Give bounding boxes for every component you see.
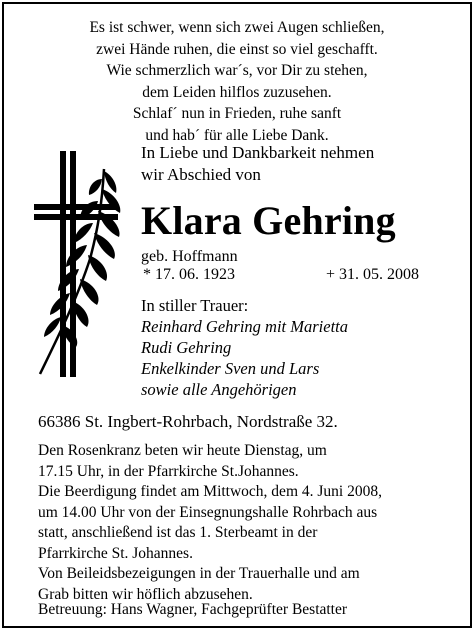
undertaker-credit: Betreuung: Hans Wagner, Fachgeprüfter Bestatter	[38, 601, 348, 618]
intro-line: In Liebe und Dankbarkeit nehmen	[141, 143, 375, 162]
details-line: Grab bitten wir höflich abzusehen.	[38, 585, 253, 603]
maiden-name: geb. Hoffmann	[141, 248, 238, 265]
mourners-list	[141, 316, 348, 400]
deceased-name: Klara Gehring	[141, 198, 396, 243]
death-date: + 31. 05. 2008	[326, 266, 420, 283]
mourner-entry: Reinhard Gehring mit Marietta	[141, 317, 348, 336]
intro-line: wir Abschied von	[141, 164, 261, 184]
details-line: statt, anschließend ist das 1. Sterbeamt in der	[38, 524, 318, 541]
cross-with-palm-branch-icon	[32, 149, 132, 389]
mourner-entry: sowie alle Angehörigen	[141, 380, 297, 399]
obituary-notice	[2, 2, 472, 628]
birth-date: * 17. 06. 1923	[143, 266, 235, 283]
poem-line: Es ist schwer, wenn sich zwei Augen schließen,	[89, 19, 385, 36]
funeral-details	[38, 441, 382, 605]
mourning-heading: In stiller Trauer:	[141, 296, 249, 315]
memorial-poem	[4, 17, 470, 146]
poem-line: zwei Hände ruhen, die einst so viel geschafft.	[96, 40, 378, 58]
farewell-intro	[141, 142, 374, 185]
poem-line: Wie schmerzlich war´s, vor Dir zu stehen,	[106, 62, 368, 79]
poem-line: dem Leiden hilflos zuzusehen.	[142, 83, 332, 101]
details-line: um 14.00 Uhr von der Einsegnungshalle Rohrbach aus	[38, 503, 378, 521]
details-line: Von Beileidsbezeigungen in der Trauerhalle und am	[38, 565, 360, 582]
mourner-entry: Rudi Gehring	[141, 338, 232, 357]
details-line: Die Beerdigung findet am Mittwoch, dem 4. Juni 2008,	[38, 483, 382, 500]
mourner-entry: Enkelkinder Sven und Lars	[141, 359, 320, 378]
details-line: Pfarrkirche St. Johannes.	[38, 544, 193, 562]
poem-line: Schlaf´ nun in Frieden, ruhe sanft	[132, 105, 342, 122]
details-line: Den Rosenkranz beten wir heute Dienstag, um	[38, 442, 327, 459]
poem-line: und hab´ für alle Liebe Dank.	[145, 126, 329, 144]
details-line: 17.15 Uhr, in der Pfarrkirche St.Johannes.	[38, 462, 299, 480]
family-address: 66386 St. Ingbert-Rohrbach, Nordstraße 32.	[38, 412, 338, 431]
